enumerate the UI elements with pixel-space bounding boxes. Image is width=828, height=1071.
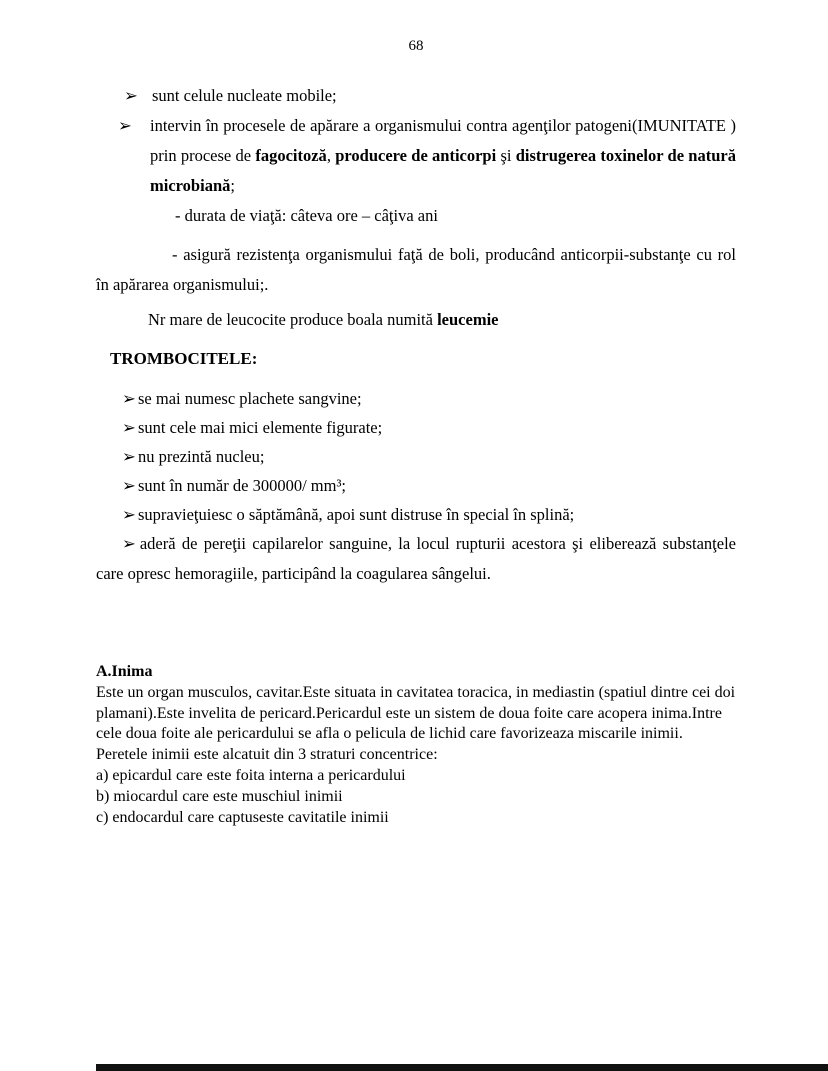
text-segment: şi [496,146,516,165]
bullet-text: se mai numesc plachete sangvine; [138,389,362,408]
bullet-leucocite-1 [96,81,736,111]
bullet-trombocite-6 [96,529,736,588]
bold-term: fagocitoză [255,146,327,165]
arrow-bullet-icon: ➢ [122,505,136,524]
inima-item-a: a) epicardul care este foita interna a pericardului [96,766,406,784]
arrow-bullet-icon: ➢ [118,116,132,135]
arrow-bullet-icon: ➢ [122,418,136,437]
inima-item-c: c) endocardul care captuseste cavitatile inimii [96,808,389,826]
bullet-text: aderă de pereţii capilarelor sanguine, la locul rupturii acestora şi eliberează substanţele care opresc hemoragiile, participând la coagularea sângelui. [96,534,736,583]
bullet-text: sunt cele mai mici elemente figurate; [138,418,383,437]
arrow-bullet-icon: ➢ [122,476,136,495]
inima-heading: A.Inima [96,663,153,680]
bold-term: distrugerea toxinelor de natură microbiană [150,146,736,195]
bold-term: producere de anticorpi [335,146,497,165]
sub-note-durata: - durata de viaţă: câteva ore – câţiva ani [175,206,438,225]
bullet-text: sunt celule nucleate mobile; [152,86,337,105]
bold-term: leucemie [437,310,499,329]
bullet-trombocite-5 [96,500,736,529]
bullet-text: supravieţuiesc o săptămână, apoi sunt distruse în special în splină; [138,505,575,524]
text-segment: ; [230,176,235,195]
inima-item-b: b) miocardul care este muschiul inimii [96,787,343,805]
leucocite-section [96,81,736,588]
page-number: 68 [408,38,424,54]
arrow-bullet-icon: ➢ [122,447,136,466]
trombocite-list [96,384,736,588]
trombocite-heading: TROMBOCITELE: [110,349,258,368]
bullet-text [150,116,736,195]
bullet-text: sunt în număr de 300000/ mm³; [138,476,346,495]
arrow-bullet-icon: ➢ [122,389,136,408]
bullet-trombocite-3 [96,442,736,471]
bullet-text: nu prezintă nucleu; [138,447,265,466]
bullet-trombocite-4 [96,471,736,500]
inima-paragraph-1: Este un organ musculos, cavitar.Este situata in cavitatea toracica, in mediastin (spatiul dintre cei doi plamani).Este invelita de pericard.Pericardul este un sistem de doua foite care acopera inima.Intre cele doua foite ale pericardului se afla o pelicula de lichid care favorizeaza miscarile inimii. [96,683,736,743]
inima-section [96,662,736,828]
text-segment: Nr mare de leucocite produce boala numită [148,310,438,329]
bottom-rule [96,1064,828,1071]
text-segment: , [326,146,336,165]
bullet-trombocite-2 [96,413,736,442]
bullet-leucocite-2 [96,111,736,201]
text-segment: intervin în procesele de apărare a organismului contra agenţilor patogeni(IMUNITATE ) prin procese de [150,116,736,165]
sub-note-rezistenta: - asigură rezistenţa organismului faţă de boli, producând anticorpii-substanţe cu rol în apărarea organismului;. [96,245,736,294]
bullet-trombocite-1 [96,384,736,413]
arrow-bullet-icon: ➢ [124,86,138,105]
inima-paragraph-2: Peretele inimii este alcatuit din 3 straturi concentrice: [96,746,438,764]
leucemie-note [96,305,736,335]
arrow-bullet-icon: ➢ [122,534,136,553]
